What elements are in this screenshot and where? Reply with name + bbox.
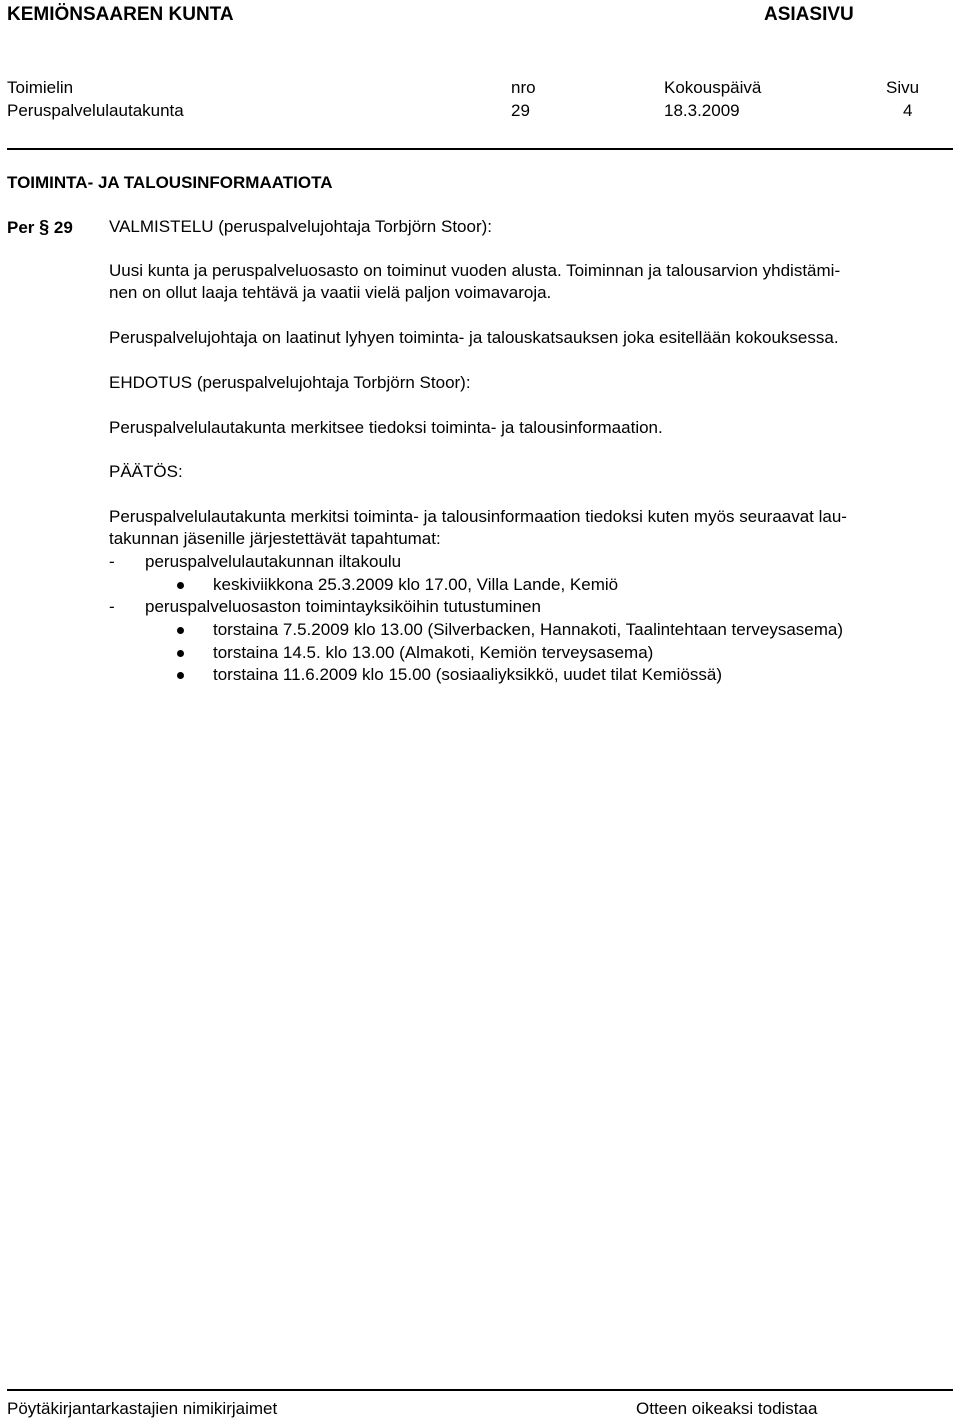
list-item-tutustuminen: peruspalveluosaston toimintayksiköihin tutustuminen [145, 597, 541, 616]
page-title: TOIMINTA- JA TALOUSINFORMAATIOTA [7, 173, 333, 192]
bullet-icon [177, 627, 184, 634]
section-heading: VALMISTELU (peruspalvelujohtaja Torbjörn Stoor): [109, 217, 492, 236]
paragraph-2: Peruspalvelujohtaja on laatinut lyhyen toiminta- ja talouskatsauksen joka esitellään kokouksessa. [109, 328, 839, 347]
value-page: 4 [903, 101, 913, 120]
value-nro: 29 [511, 101, 530, 120]
event-item: torstaina 11.6.2009 klo 15.00 (sosiaaliyksikkö, uudet tilat Kemiössä) [213, 665, 723, 684]
paragraph-1-line-1: Uusi kunta ja peruspalveluosasto on toiminut vuoden alusta. Toiminnan ja talousarvion yhdistämi- [109, 261, 841, 280]
bullet-icon [177, 650, 184, 657]
decision-line-2: takunnan jäsenille järjestettävät tapahtumat: [109, 529, 441, 548]
document-type: ASIASIVU [764, 4, 854, 25]
paragraph-1-line-2: nen on ollut laaja tehtävä ja vaatii vielä paljon voimavaroja. [109, 283, 552, 302]
section-number [7, 216, 73, 239]
footer-divider [7, 1389, 953, 1391]
list-item-iltakoulu: peruspalvelulautakunnan iltakoulu [145, 552, 402, 571]
decision-heading: PÄÄTÖS: [109, 462, 183, 481]
footer-certification-label: Otteen oikeaksi todistaa [636, 1399, 818, 1418]
label-date: Kokouspäivä [664, 78, 762, 97]
event-item: keskiviikkona 25.3.2009 klo 17.00, Villa Lande, Kemiö [213, 575, 619, 594]
proposal-heading: EHDOTUS (peruspalvelujohtaja Torbjörn Stoor): [109, 373, 471, 392]
section-number-value: 29 [53, 218, 73, 237]
section-sign: § [39, 217, 50, 237]
header-divider [7, 148, 953, 150]
event-item: torstaina 14.5. klo 13.00 (Almakoti, Kemiön terveysasema) [213, 643, 654, 662]
event-item: torstaina 7.5.2009 klo 13.00 (Silverbacken, Hannakoti, Taalintehtaan terveysasema) [213, 620, 844, 639]
footer-initials-label: Pöytäkirjantarkastajien nimikirjaimet [7, 1399, 278, 1418]
section-per-label: Per [7, 218, 35, 237]
label-body: Toimielin [7, 78, 74, 97]
value-body: Peruspalvelulautakunta [7, 101, 184, 120]
list-dash: - [109, 552, 115, 571]
decision-line-1: Peruspalvelulautakunta merkitsi toiminta- ja talousinformaation tiedoksi kuten myös seuraavat lau- [109, 507, 847, 526]
label-nro: nro [511, 78, 536, 97]
value-date: 18.3.2009 [664, 101, 740, 120]
proposal-text: Peruspalvelulautakunta merkitsee tiedoksi toiminta- ja talousinformaation. [109, 418, 663, 437]
label-page: Sivu [886, 78, 920, 97]
bullet-icon [177, 672, 184, 679]
bullet-icon [177, 582, 184, 589]
list-dash: - [109, 597, 115, 616]
organization-name: KEMIÖNSAAREN KUNTA [7, 4, 234, 25]
